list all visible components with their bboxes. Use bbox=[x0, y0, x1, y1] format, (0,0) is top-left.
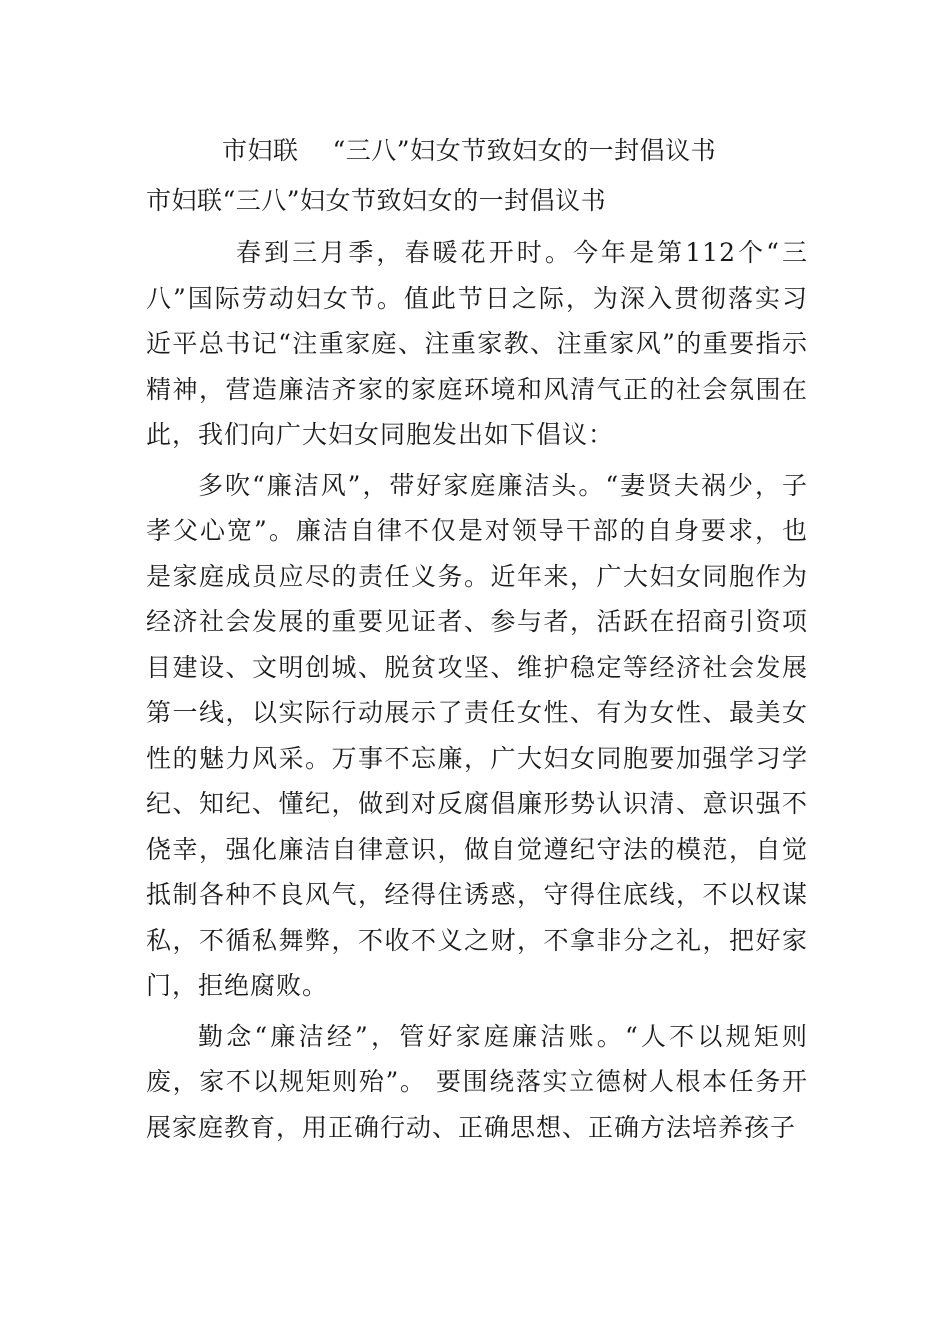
document-subtitle: 市妇联“三八”妇女节致妇女的一封倡议书 bbox=[146, 186, 607, 215]
document-body bbox=[146, 230, 808, 1150]
paragraph-integrity-wind: 多吹“廉洁风”，带好家庭廉洁头。“妻贤夫祸少，子孝父心宽”。廉洁自律不仅是对领导干部的自身要求，也是家庭成员应尽的责任义务。近年来，广大妇女同胞作为经济社会发展的重要见证者、参与者，活跃在招商引资项目建设、文明创城、脱贫攻坚、维护稳定等经济社会发展第一线，以实际行动展示了责任女性、有为女性、最美女性的魅力风采。万事不忘廉，广大妇女同胞要加强学习学纪、知纪、懂纪，做到对反腐倡廉形势认识清、意识强不侥幸，强化廉洁自律意识，做自觉遵纪守法的模范，自觉抵制各种不良风气，经得住诱惑，守得住底线，不以权谋私，不循私舞弊，不收不义之财，不拿非分之礼，把好家门，拒绝腐败。 bbox=[146, 470, 808, 1000]
title-text: “三八”妇女节致妇女的一封倡议书 bbox=[332, 136, 717, 165]
title-organization: 市妇联 bbox=[222, 136, 299, 165]
paragraph-intro: 春到三月季，春暖花开时。今年是第112个“三八”国际劳动妇女节。值此节日之际，为深入贯彻落实习近平总书记“注重家庭、注重家教、注重家风”的重要指示精神，营造廉洁齐家的家庭环境和风清气正的社会氛围在此，我们向广大妇女同胞发出如下倡议： bbox=[146, 238, 808, 449]
document-title bbox=[222, 133, 716, 169]
paragraph-integrity-scripture: 勤念“廉洁经”，管好家庭廉洁账。“人不以规矩则废，家不以规矩则殆”。 要围绕落实立德树人根本任务开展家庭教育，用正确行动、正确思想、正确方法培养孩子 bbox=[146, 1021, 808, 1142]
